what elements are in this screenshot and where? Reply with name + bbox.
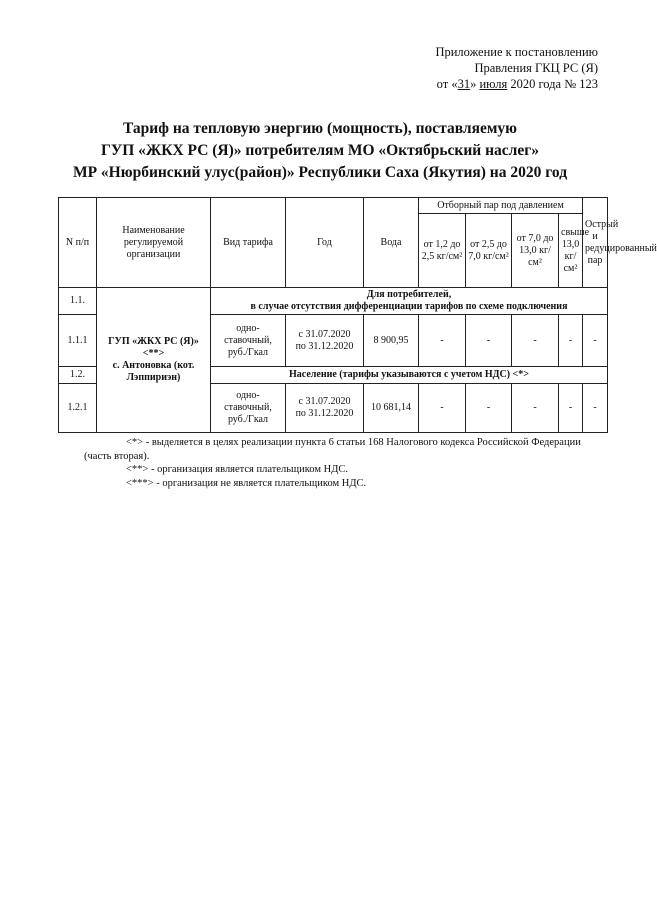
appendix-date-mid: » bbox=[470, 77, 480, 91]
title-line-2: ГУП «ЖКХ РС (Я)» потребителям МО «Октябрьский наслег» bbox=[100, 142, 540, 159]
section-consumers bbox=[211, 288, 608, 315]
period-start: с 31.07.2020 bbox=[298, 328, 351, 340]
tariff-type: одно-ставочный, руб./Гкал bbox=[211, 384, 286, 433]
section-consumers-line-2: в случае отсутствия дифференциации тарифов по схеме подключения bbox=[250, 301, 568, 312]
appendix-date-prefix: от « bbox=[436, 77, 458, 91]
footnote-1: <*> - выделяется в целях реализации пункта 6 статьи 168 Налогового кодекса Российской Федерации bbox=[126, 437, 581, 448]
header-type: Вид тарифа bbox=[211, 198, 286, 288]
row-num: 1.1. bbox=[59, 288, 97, 315]
appendix-header bbox=[435, 44, 598, 92]
section-consumers-line-1: Для потребителей, bbox=[366, 289, 452, 300]
footnote-2: <**> - организация является плательщиком НДС. bbox=[126, 464, 348, 475]
header-steam-2: от 2,5 до 7,0 кг/см² bbox=[466, 214, 512, 288]
section-population: Население (тарифы указываются с учетом НДС) <*> bbox=[211, 367, 608, 384]
steam-1-value: - bbox=[419, 315, 466, 367]
header-water: Вода bbox=[364, 198, 419, 288]
steam-1-value: - bbox=[419, 384, 466, 433]
steam-2-value: - bbox=[466, 315, 512, 367]
header-steam-3: от 7,0 до 13,0 кг/см² bbox=[512, 214, 559, 288]
tariff-table bbox=[58, 197, 657, 433]
steam-3-value: - bbox=[512, 315, 559, 367]
header-steam-1: от 1,2 до 2,5 кг/см² bbox=[419, 214, 466, 288]
water-value: 8 900,95 bbox=[364, 315, 419, 367]
sharp-steam-value: - bbox=[583, 315, 608, 367]
title-line-1: Тариф на тепловую энергию (мощность), поставляемую bbox=[122, 120, 518, 137]
document-title bbox=[0, 118, 640, 184]
org-place: с. Антоновка (кот. Лэппириэн) bbox=[112, 360, 195, 383]
appendix-line-1: Приложение к постановлению bbox=[435, 45, 598, 59]
header-steam-group: Отборный пар под давлением bbox=[419, 198, 583, 214]
org-cell bbox=[97, 288, 211, 433]
tariff-type: одно-ставочный, руб./Гкал bbox=[211, 315, 286, 367]
appendix-line-2: Правления ГКЦ РС (Я) bbox=[474, 61, 598, 75]
header-steam-4: свыше 13,0 кг/см² bbox=[559, 214, 583, 288]
header-sharp-steam: Острый и редуцированный пар bbox=[583, 198, 608, 288]
appendix-date-suffix: 2020 года № 123 bbox=[507, 77, 598, 91]
sharp-steam-value: - bbox=[583, 384, 608, 433]
header-org: Наименование регулируемой организации bbox=[97, 198, 211, 288]
period-end: по 31.12.2020 bbox=[295, 340, 354, 352]
appendix-date-day: 31 bbox=[457, 77, 471, 91]
appendix-date-month: июля bbox=[479, 77, 508, 91]
footnote-1-continuation: (часть вторая). bbox=[84, 450, 150, 462]
footnotes bbox=[84, 436, 614, 490]
steam-4-value: - bbox=[559, 315, 583, 367]
appendix-line-3 bbox=[435, 76, 598, 92]
steam-2-value: - bbox=[466, 384, 512, 433]
tariff-period bbox=[286, 384, 364, 433]
tariff-period bbox=[286, 315, 364, 367]
header-year: Год bbox=[286, 198, 364, 288]
period-end: по 31.12.2020 bbox=[295, 408, 354, 419]
period-start: с 31.07.2020 bbox=[298, 396, 351, 407]
title-line-3: МР «Нюрбинский улус(район)» Республики Саха (Якутия) на 2020 год bbox=[72, 164, 568, 181]
header-num: N п/п bbox=[59, 198, 97, 288]
row-num: 1.1.1 bbox=[59, 315, 97, 367]
steam-4-value: - bbox=[559, 384, 583, 433]
water-value: 10 681,14 bbox=[364, 384, 419, 433]
steam-3-value: - bbox=[512, 384, 559, 433]
row-num: 1.2.1 bbox=[59, 384, 97, 433]
footnote-3: <***> - организация не является плательщиком НДС. bbox=[126, 477, 367, 489]
org-name: ГУП «ЖКХ РС (Я)» <**> bbox=[108, 336, 199, 359]
row-num: 1.2. bbox=[59, 367, 97, 384]
